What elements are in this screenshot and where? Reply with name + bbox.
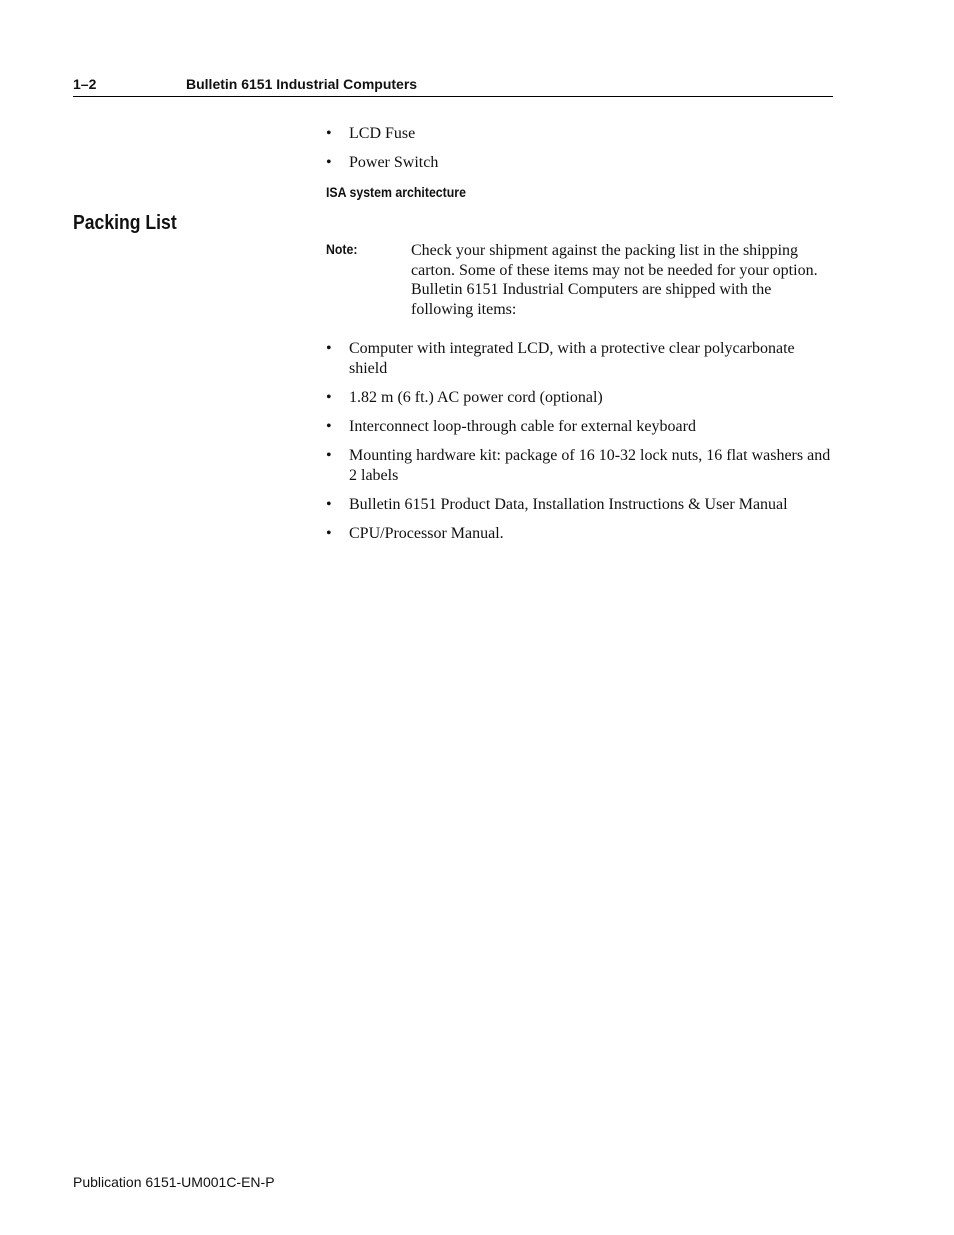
packing-list xyxy=(326,339,836,553)
running-header xyxy=(73,76,833,97)
bullet-icon: • xyxy=(326,525,332,542)
list-item xyxy=(326,417,836,437)
bullet-icon: • xyxy=(326,496,332,513)
list-item xyxy=(326,388,836,408)
page-number: 1–2 xyxy=(73,76,97,92)
list-item-text: Interconnect loop-through cable for external keyboard xyxy=(349,418,696,435)
list-item xyxy=(326,524,836,544)
list-item-text: CPU/Processor Manual. xyxy=(349,525,504,542)
list-item-text: Bulletin 6151 Product Data, Installation Instructions & User Manual xyxy=(349,496,788,513)
list-item-text: LCD Fuse xyxy=(349,125,416,142)
list-item xyxy=(326,339,836,379)
bullet-icon: • xyxy=(326,389,332,406)
list-item xyxy=(326,446,836,486)
note-text: Check your shipment against the packing list in the shipping carton. Some of these items may not be needed for your option. Bulletin 6151 Industrial Computers are shipped with the following items: xyxy=(411,242,818,318)
note-label: Note: xyxy=(326,241,358,257)
bullet-icon: • xyxy=(326,418,332,435)
bullet-icon: • xyxy=(326,154,332,171)
list-item-text: Power Switch xyxy=(349,154,439,171)
list-item xyxy=(326,495,836,515)
bullet-icon: • xyxy=(326,340,332,357)
list-item xyxy=(326,124,836,144)
publication-footer: Publication 6151-UM001C-EN-P xyxy=(73,1174,275,1190)
subheading: ISA system architecture xyxy=(326,184,466,200)
running-title: Bulletin 6151 Industrial Computers xyxy=(186,76,418,92)
bullet-icon: • xyxy=(326,447,332,464)
section-title: Packing List xyxy=(73,212,177,234)
list-item-text: Computer with integrated LCD, with a protective clear polycarbonate shield xyxy=(349,340,795,377)
list-item-text: Mounting hardware kit: package of 16 10-32 lock nuts, 16 flat washers and 2 labels xyxy=(349,447,831,484)
list-item xyxy=(326,153,836,173)
bullet-icon: • xyxy=(326,125,332,142)
top-bullet-list xyxy=(326,124,836,182)
list-item-text: 1.82 m (6 ft.) AC power cord (optional) xyxy=(349,389,603,406)
